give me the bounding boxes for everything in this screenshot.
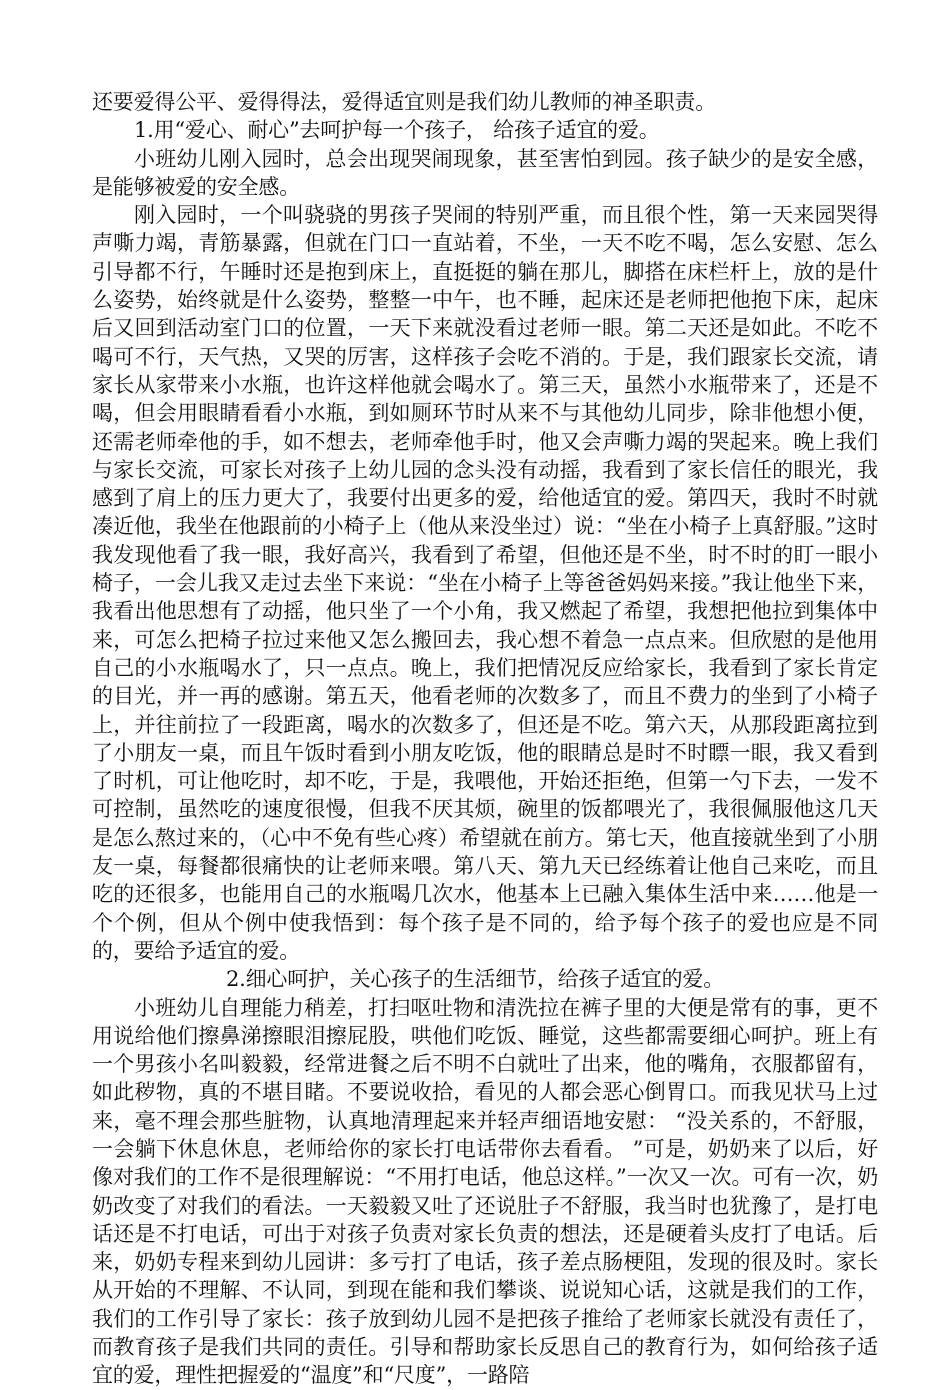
intro-paragraph: 还要爱得公平、爱得得法，爱得适宜则是我们幼儿教师的神圣职责。	[92, 90, 716, 114]
section-heading-1: 1.用“爱心、耐心”去呵护每一个孩子， 给孩子适宜的爱。	[134, 118, 660, 143]
body-paragraph-2: 刚入园时，一个叫骁骁的男孩子哭闹的特别严重，而且很个性，第一天来园哭得声嘶力竭，青筋暴露，但就在门口一直站着，不坐，一天不吃不喝，怎么安慰、怎么引导都不行，午睡时还是抱到床上，直挺挺的躺在那儿，脚搭在床栏杆上，放的是什么姿势，始终就是什么姿势，整整一中午，也不睡，起床还是老师把他抱下床，起床后又回到活动室门口的位置，一天下来就没看过老师一眼。第二天还是如此。不吃不喝可不行，天气热，又哭的厉害，这样孩子会吃不消的。于是，我们跟家长交流，请家长从家带来小水瓶，也许这样他就会喝水了。第三天，虽然小水瓶带来了，还是不喝，但会用眼睛看看小水瓶，到如厕环节时从来不与其他幼儿同步，除非他想小便，还需老师牵他的手，如不想去，老师牵他手时，他又会声嘶力竭的哭起来。晚上我们与家长交流，可家长对孩子上幼儿园的念头没有动摇，我看到了家长信任的眼光，我感到了肩上的压力更大了，我要付出更多的爱，给他适宜的爱。第四天，我时不时就凑近他，我坐在他跟前的小椅子上（他从来没坐过）说：“坐在小椅子上真舒服。”这时我发现他看了我一眼，我好高兴，我看到了希望，但他还是不坐，时不时的盯一眼小椅子，一会儿我又走过去坐下来说：“坐在小椅子上等爸爸妈妈来接。”我让他坐下来，我看出他思想有了动摇，他只坐了一个小角，我又燃起了希望，我想把他拉到集体中来，可怎么把椅子拉过来他又怎么搬回去，我心想不着急一点点来。但欣慰的是他用自己的小水瓶喝水了，只一点点。晚上，我们把情况反应给家长，我看到了家长肯定的目光，并一再的感谢。第五天，他看老师的次数多了，而且不费力的坐到了小椅子上，并往前拉了一段距离，喝水的次数多了，但还是不吃。第六天，从那段距离拉到了小朋友一桌，而且午饭时看到小朋友吃饭，他的眼睛总是时不时瞟一眼，我又看到了时机，可让他吃时，却不吃，于是，我喂他，开始还拒绝，但第一勺下去，一发不可控制，虽然吃的速度很慢，但我不厌其烦，碗里的饭都喂光了，我很佩服他这几天是怎么熬过来的，（心中不免有些心疼）希望就在前方。第七天，他直接就坐到了小朋友一桌，每餐都很痛快的让老师来喂。第八天、第九天已经练着让他自己来吃，而且吃的还很多，也能用自己的水瓶喝几次水，他基本上已融入集体生活中来……他是一个个例，但从个例中使我悟到：每个孩子是不同的，给予每个孩子的爱也应是不同的，要给予适宜的爱。	[92, 203, 878, 963]
body-paragraph-3: 小班幼儿自理能力稍差，打扫呕吐物和清洗拉在裤子里的大便是常有的事，更不用说给他们擦鼻涕擦眼泪擦屁股，哄他们吃饭、睡觉，这些都需要细心呵护。班上有一个男孩小名叫毅毅，经常进餐之后不明不白就吐了出来，他的嘴角，衣服都留有，如此秽物，真的不堪目睹。不要说收拾，看见的人都会恶心倒胃口。而我见状马上过来，毫不理会那些脏物，认真地清理起来并轻声细语地安慰： “没关系的，不舒服，一会躺下休息休息，老师给你的家长打电话带你去看看。 ”可是，奶奶来了以后，好像对我们的工作不是很理解说：“不用打电话，他总这样。”一次又一次。可有一次，奶奶改变了对我们的看法。一天毅毅又吐了还说肚子不舒服，我当时也犹豫了，是打电话还是不打电话，可出于对孩子负责对家长负责的想法，还是硬着头皮打了电话。后来，奶奶专程来到幼儿园讲：多亏打了电话，孩子差点肠梗阻，发现的很及时。家长从开始的不理解、不认同，到现在能和我们攀谈、说说知心话，这就是我们的工作，我们的工作引导了家长：孩子放到幼儿园不是把孩子推给了老师家长就没有责任了，而教育孩子是我们共同的责任。引导和帮助家长反思自己的教育行为，如何给孩子适宜的爱，理性把握爱的“温度”和“尺度”，一路陪	[92, 995, 878, 1388]
section-heading-2: 2.细心呵护，关心孩子的生活细节，给孩子适宜的爱。	[226, 967, 725, 992]
body-paragraph-1: 小班幼儿刚入园时，总会出现哭闹现象，甚至害怕到园。孩子缺少的是安全感，是能够被爱的安全感。	[92, 146, 878, 199]
